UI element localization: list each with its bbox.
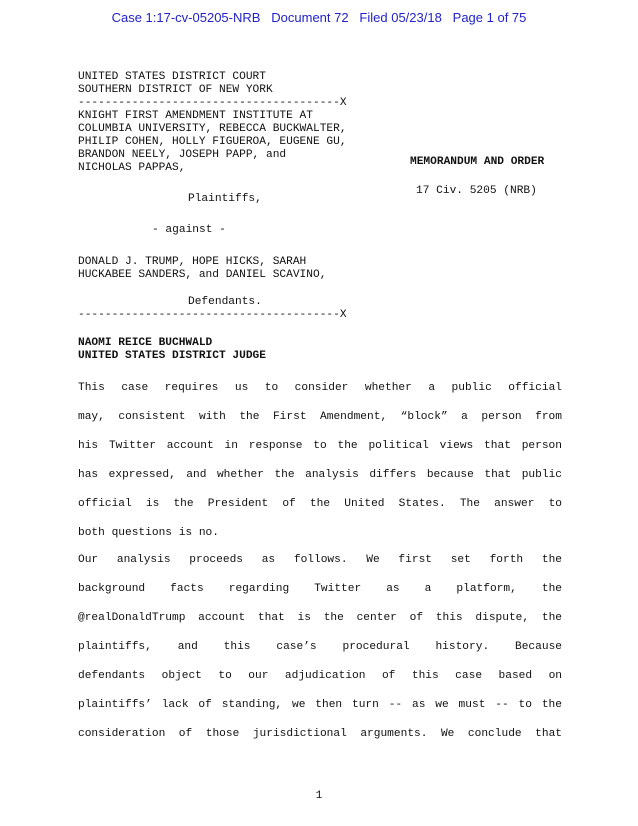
body-line: plaintiffs’ lack of standing, we then turn -- as we must -- to the	[78, 699, 562, 711]
defendant-line-2: HUCKABEE SANDERS, and DANIEL SCAVINO,	[78, 269, 327, 281]
body-line: his Twitter account in response to the political views that person	[78, 440, 562, 452]
body-line: Our analysis proceeds as follows. We first set forth the	[78, 554, 562, 566]
body-line: defendants object to our adjudication of this case based on	[78, 670, 562, 682]
judge-name: NAOMI REICE BUCHWALD	[78, 337, 213, 349]
plaintiff-line-5: NICHOLAS PAPPAS,	[78, 162, 186, 174]
defendant-line-1: DONALD J. TRUMP, HOPE HICKS, SARAH	[78, 256, 307, 268]
body-line: consideration of those jurisdictional arguments. We conclude that	[78, 728, 562, 740]
court-name-line1: UNITED STATES DISTRICT COURT	[78, 71, 266, 83]
plaintiffs-label: Plaintiffs,	[188, 193, 262, 205]
body-line: has expressed, and whether the analysis differs because that public	[78, 469, 562, 481]
ecf-header-stamp: Case 1:17-cv-05205-NRB Document 72 Filed 05/23/18 Page 1 of 75	[111, 10, 527, 25]
against-label: - against -	[152, 224, 226, 236]
plaintiff-line-3: PHILIP COHEN, HOLLY FIGUEROA, EUGENE GU,	[78, 136, 347, 148]
caption-rule-top: ---------------------------------------X	[78, 97, 347, 109]
plaintiff-line-2: COLUMBIA UNIVERSITY, REBECCA BUCKWALTER,	[78, 123, 347, 135]
body-line: may, consistent with the First Amendment, “block” a person from	[78, 411, 562, 423]
body-line: background facts regarding Twitter as a platform, the	[78, 583, 562, 595]
plaintiff-line-4: BRANDON NEELY, JOSEPH PAPP, and	[78, 149, 287, 161]
body-line: @realDonaldTrump account that is the center of this dispute, the	[78, 612, 562, 624]
document-type-heading: MEMORANDUM AND ORDER	[410, 156, 545, 168]
judge-title: UNITED STATES DISTRICT JUDGE	[78, 350, 266, 362]
body-line-last: both questions is no.	[78, 527, 219, 539]
body-line: This case requires us to consider whether a public official	[78, 382, 562, 394]
plaintiff-line-1: KNIGHT FIRST AMENDMENT INSTITUTE AT	[78, 110, 313, 122]
page-number: 1	[315, 790, 323, 802]
court-name-line2: SOUTHERN DISTRICT OF NEW YORK	[78, 84, 273, 96]
case-number: 17 Civ. 5205 (NRB)	[416, 185, 537, 197]
body-line: plaintiffs, and this case’s procedural history. Because	[78, 641, 562, 653]
body-line: official is the President of the United States. The answer to	[78, 498, 562, 510]
defendants-label: Defendants.	[188, 296, 262, 308]
caption-rule-bottom: ---------------------------------------X	[78, 309, 347, 321]
